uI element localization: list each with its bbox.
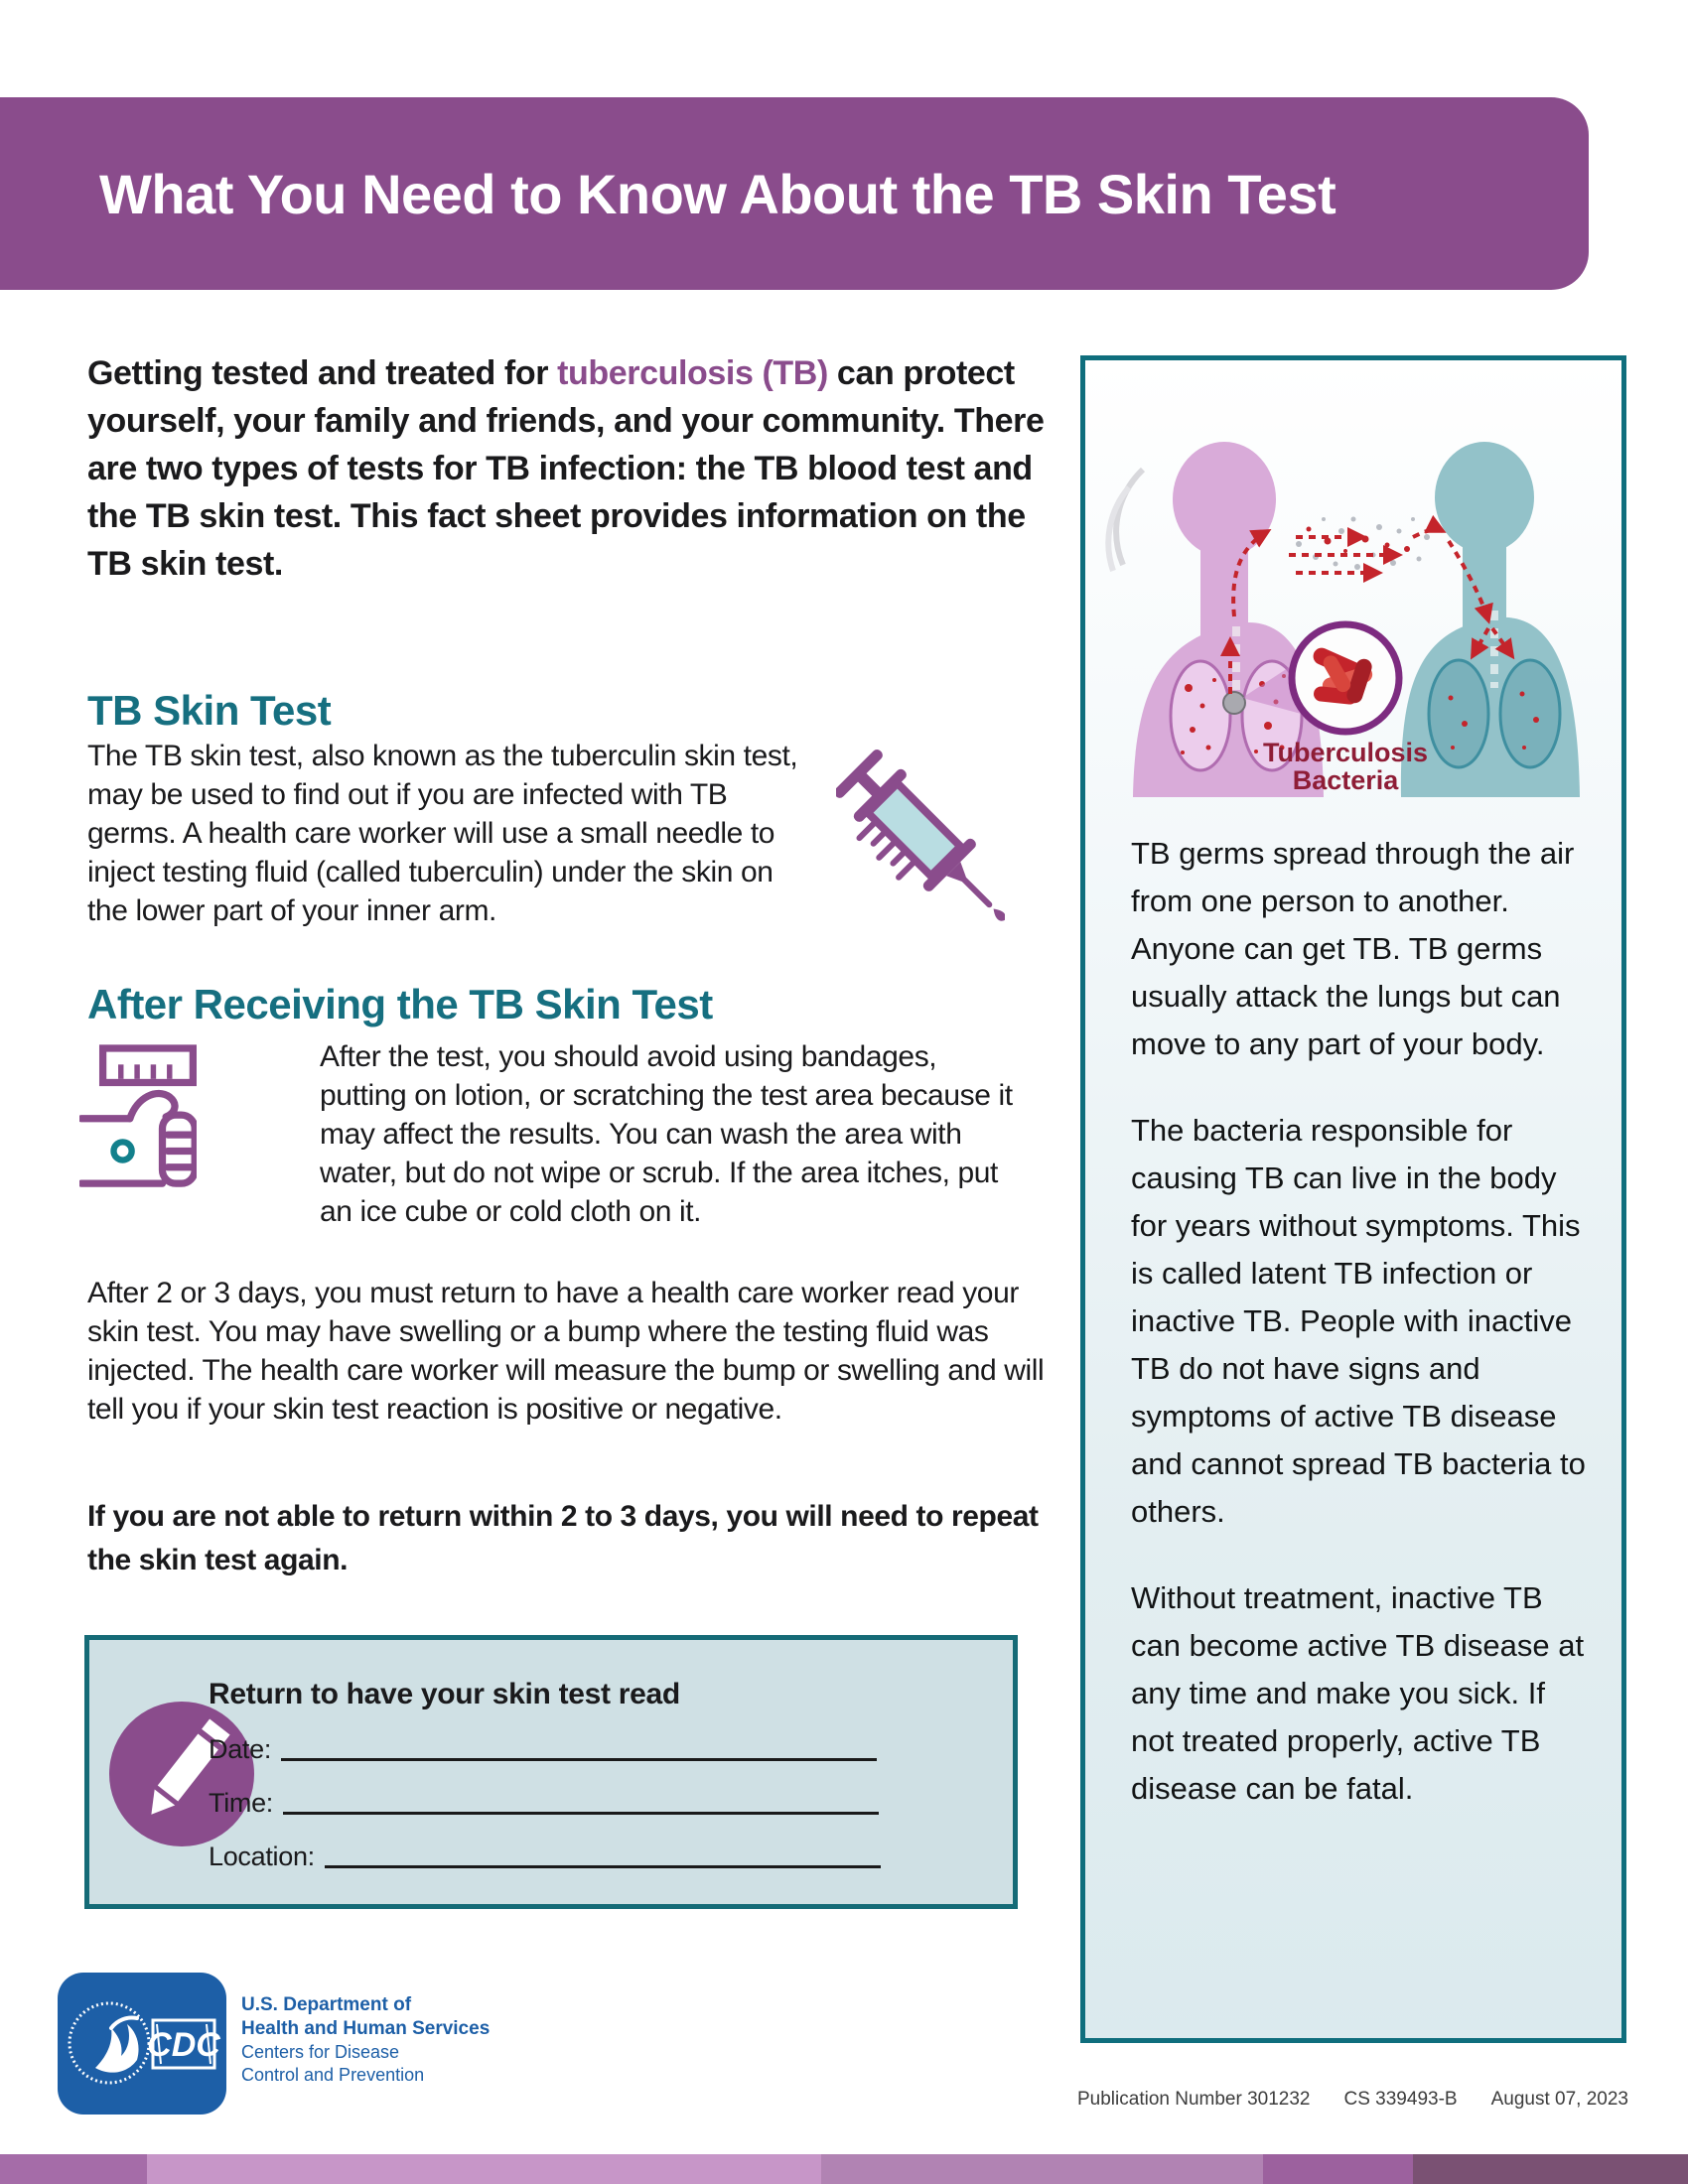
after-receiving-body: After the test, you should avoid using bandages, putting on lotion, or scratching the test area because it may affect the results. You can wash the area with water, but do not wipe or scrub. If the area itches, put an ice cube or cold cloth on it.	[320, 1040, 1013, 1228]
sidebar-paragraph-1: TB germs spread through the air from one person to another. Anyone can get TB. TB germs usually attack the lungs but can move to any part of your body.	[1131, 836, 1575, 1061]
publication-line	[1077, 2089, 1628, 2111]
footer-bar-segment	[147, 2154, 821, 2184]
heading-tb-skin-test: TB Skin Test	[87, 687, 332, 734]
footer-bar-segment	[1413, 2154, 1688, 2184]
time-field-row	[209, 1789, 951, 1819]
return-box-content	[209, 1678, 951, 1872]
dept-line-2: Health and Human Services	[241, 2018, 491, 2039]
hand-ruler-icon	[79, 1044, 197, 1198]
intro-text-post: can protect yourself, your family and friends, and your community. There are two types of tests for TB infection: the TB blood test and the TB skin test. This fact sheet provides information on the TB skin test.	[87, 354, 1045, 583]
intro-text-pre: Getting tested and treated for	[87, 354, 558, 392]
sidebar-paragraph-2: The bacteria responsible for causing TB can live in the body for years without symptoms. This is called latent TB infection or inactive TB. People with inactive TB do not have signs and symptoms of active TB disease and cannot spread TB bacteria to others.	[1131, 1113, 1586, 1529]
cdc-logo-text: CDC	[147, 2026, 220, 2064]
date-blank-line	[281, 1758, 877, 1761]
location-label: Location:	[209, 1842, 315, 1871]
time-label: Time:	[209, 1788, 273, 1818]
return-instructions-body: After 2 or 3 days, you must return to have a health care worker read your skin test. You may have swelling or a bump where the testing fluid was injected. The health care worker will measure the bump or swelling and will tell you if your skin test reaction is positive or negative.	[87, 1277, 1045, 1426]
footer-bar-segment	[821, 2154, 1263, 2184]
intro-highlight-tuberculosis: tuberculosis (TB)	[557, 354, 828, 392]
illustration-label-line2: Bacteria	[1292, 765, 1399, 795]
footer-bar-segment	[1263, 2154, 1413, 2184]
date-label: Date:	[209, 1734, 272, 1764]
tb-skin-test-body: The TB skin test, also known as the tuberculin skin test, may be used to find out if you are infected with TB germs. A health care worker will use a small needle to inject testing fluid (called tuberculin) under the skin on the lower part of your inner arm.	[87, 740, 798, 927]
repeat-test-note: If you are not able to return within 2 to 3 days, you will need to repeat the skin test again.	[87, 1500, 1039, 1576]
return-box-title: Return to have your skin test read	[209, 1678, 680, 1710]
publication-number: Publication Number 301232	[1077, 2089, 1311, 2110]
header-band	[0, 97, 1589, 290]
publication-date: August 07, 2023	[1490, 2089, 1628, 2110]
footer-bar-segment	[0, 2154, 147, 2184]
syringe-icon	[836, 737, 1005, 955]
dept-line-4: Control and Prevention	[241, 2065, 425, 2085]
tb-germs-sidebar	[1080, 355, 1626, 2043]
footer-color-bar	[0, 2154, 1688, 2184]
dept-line-1: U.S. Department of	[241, 1994, 412, 2015]
tb-transmission-illustration	[1085, 360, 1621, 797]
location-field-row	[209, 1843, 951, 1872]
sidebar-text	[1085, 830, 1621, 1813]
sidebar-paragraph-3: Without treatment, inactive TB can become active TB disease at any time and make you sick. If not treated properly, active TB disease can be fatal.	[1131, 1580, 1585, 1806]
hhs-cdc-logo	[58, 1973, 226, 2115]
heading-after-receiving: After Receiving the TB Skin Test	[87, 981, 713, 1027]
department-text-block	[241, 1993, 490, 2087]
return-reminder-box	[84, 1635, 1018, 1909]
dept-line-3: Centers for Disease	[241, 2042, 400, 2062]
location-blank-line	[325, 1865, 881, 1868]
page-title: What You Need to Know About the TB Skin Test	[99, 162, 1336, 225]
illustration-label-line1: Tuberculosis	[1262, 738, 1429, 767]
time-blank-line	[283, 1812, 879, 1815]
intro-paragraph	[87, 349, 1065, 588]
date-field-row	[209, 1735, 951, 1765]
publication-cs: CS 339493-B	[1343, 2089, 1458, 2110]
